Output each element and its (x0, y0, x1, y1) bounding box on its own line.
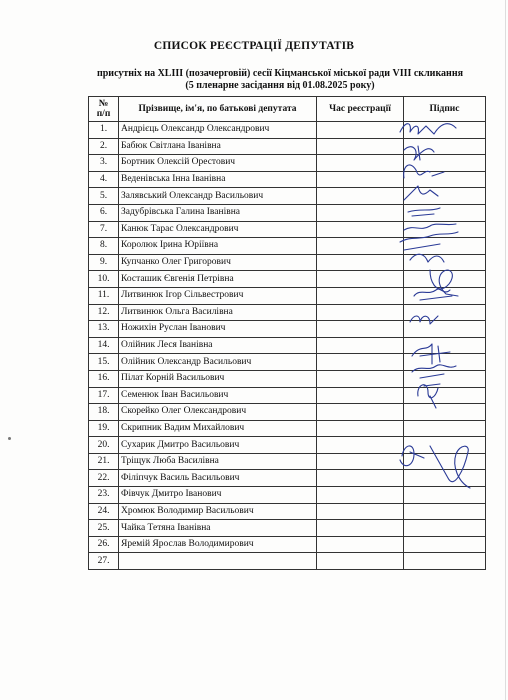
row-signature (404, 204, 486, 221)
row-number: 22. (89, 470, 119, 487)
row-registration-time (317, 503, 404, 520)
row-registration-time (317, 470, 404, 487)
row-deputy-name: Литвинюк Ольга Василівна (119, 304, 317, 321)
table-row (89, 487, 486, 504)
table-row (89, 287, 486, 304)
row-registration-time (317, 171, 404, 188)
row-registration-time (317, 370, 404, 387)
row-deputy-name: Семенюк Іван Васильович (119, 387, 317, 404)
row-signature (404, 387, 486, 404)
row-deputy-name: Андрієць Олександр Олександрович (119, 122, 317, 139)
row-deputy-name: Олійник Олександр Васильович (119, 354, 317, 371)
row-registration-time (317, 238, 404, 255)
row-signature (404, 520, 486, 537)
table-row (89, 221, 486, 238)
row-deputy-name: Хромюк Володимир Васильович (119, 503, 317, 520)
row-registration-time (317, 520, 404, 537)
row-signature (404, 536, 486, 553)
row-deputy-name: Литвинюк Ігор Сільвестрович (119, 287, 317, 304)
table-row (89, 155, 486, 172)
row-registration-time (317, 404, 404, 421)
row-deputy-name: Залявський Олександр Васильович (119, 188, 317, 205)
row-signature (404, 155, 486, 172)
row-registration-time (317, 188, 404, 205)
table-row (89, 370, 486, 387)
row-registration-time (317, 553, 404, 570)
row-number: 14. (89, 337, 119, 354)
row-number: 21. (89, 453, 119, 470)
row-deputy-name: Купчанко Олег Григорович (119, 254, 317, 271)
row-deputy-name: Веденівська Інна Іванівна (119, 171, 317, 188)
row-number: 13. (89, 321, 119, 338)
row-number: 11. (89, 287, 119, 304)
row-registration-time (317, 304, 404, 321)
row-number: 6. (89, 204, 119, 221)
row-registration-time (317, 337, 404, 354)
table-row (89, 470, 486, 487)
row-registration-time (317, 221, 404, 238)
row-signature (404, 354, 486, 371)
row-deputy-name (119, 553, 317, 570)
table-row (89, 171, 486, 188)
row-number: 1. (89, 122, 119, 139)
row-number: 24. (89, 503, 119, 520)
row-deputy-name: Пілат Корній Васильович (119, 370, 317, 387)
table-row (89, 321, 486, 338)
table-row (89, 553, 486, 570)
subtitle-line-1: присутніх на XLIII (позачерговій) сесії Кіцманської міської ради VIII скликання (96, 68, 463, 79)
row-signature (404, 188, 486, 205)
table-row (89, 503, 486, 520)
row-number: 25. (89, 520, 119, 537)
row-number: 19. (89, 420, 119, 437)
row-signature (404, 553, 486, 570)
table-row (89, 254, 486, 271)
row-number: 2. (89, 138, 119, 155)
row-deputy-name: Скрипник Вадим Михайлович (119, 420, 317, 437)
row-number: 17. (89, 387, 119, 404)
row-number: 15. (89, 354, 119, 371)
row-registration-time (317, 420, 404, 437)
row-signature (404, 321, 486, 338)
row-registration-time (317, 321, 404, 338)
row-number: 7. (89, 221, 119, 238)
row-registration-time (317, 453, 404, 470)
row-number: 18. (89, 404, 119, 421)
table-row (89, 404, 486, 421)
header-signature: Підпис (404, 97, 486, 122)
row-signature (404, 122, 486, 139)
row-deputy-name: Бабюк Світлана Іванівна (119, 138, 317, 155)
table-header-row (89, 97, 486, 122)
row-number: 8. (89, 238, 119, 255)
row-number: 3. (89, 155, 119, 172)
row-signature (404, 254, 486, 271)
row-number: 20. (89, 437, 119, 454)
row-number: 23. (89, 487, 119, 504)
table-row (89, 337, 486, 354)
row-registration-time (317, 354, 404, 371)
row-deputy-name: Задубрівська Галина Іванівна (119, 204, 317, 221)
row-registration-time (317, 536, 404, 553)
row-signature (404, 370, 486, 387)
row-signature (404, 337, 486, 354)
registration-table (88, 96, 486, 570)
row-deputy-name: Олійник Леся Іванівна (119, 337, 317, 354)
row-signature (404, 487, 486, 504)
row-number: 10. (89, 271, 119, 288)
row-registration-time (317, 287, 404, 304)
row-signature (404, 470, 486, 487)
row-registration-time (317, 487, 404, 504)
table-row (89, 238, 486, 255)
row-deputy-name: Королюк Ірина Юріївна (119, 238, 317, 255)
row-deputy-name: Чайка Тетяна Іванівна (119, 520, 317, 537)
row-deputy-name: Філіпчук Василь Васильович (119, 470, 317, 487)
table-row (89, 536, 486, 553)
row-deputy-name: Скорейко Олег Олександрович (119, 404, 317, 421)
table-row (89, 271, 486, 288)
row-signature (404, 503, 486, 520)
table-row (89, 520, 486, 537)
row-signature (404, 437, 486, 454)
row-deputy-name: Тріщук Люба Василівна (119, 453, 317, 470)
row-registration-time (317, 387, 404, 404)
header-number: № п/п (89, 97, 119, 122)
document-subtitle (60, 68, 500, 92)
table-row (89, 437, 486, 454)
table-row (89, 354, 486, 371)
row-registration-time (317, 437, 404, 454)
row-signature (404, 138, 486, 155)
row-signature (404, 287, 486, 304)
row-deputy-name: Ножихін Руслан Іванович (119, 321, 317, 338)
header-time: Час реєстрації (317, 97, 404, 122)
table-row (89, 387, 486, 404)
row-registration-time (317, 271, 404, 288)
header-name: Прізвище, ім'я, по батькові депутата (119, 97, 317, 122)
row-deputy-name: Яремій Ярослав Володимирович (119, 536, 317, 553)
document-title: СПИСОК РЕЄСТРАЦІЇ ДЕПУТАТІВ (153, 40, 355, 52)
row-signature (404, 404, 486, 421)
row-deputy-name: Сухарик Дмитро Васильович (119, 437, 317, 454)
table-row (89, 138, 486, 155)
row-number: 27. (89, 553, 119, 570)
table-row (89, 122, 486, 139)
table-row (89, 420, 486, 437)
row-registration-time (317, 155, 404, 172)
row-signature (404, 304, 486, 321)
row-number: 9. (89, 254, 119, 271)
scan-edge (505, 0, 506, 700)
table-row (89, 188, 486, 205)
row-signature (404, 238, 486, 255)
row-signature (404, 221, 486, 238)
table-row (89, 453, 486, 470)
row-registration-time (317, 138, 404, 155)
row-signature (404, 420, 486, 437)
row-number: 5. (89, 188, 119, 205)
row-number: 26. (89, 536, 119, 553)
row-signature (404, 453, 486, 470)
row-registration-time (317, 204, 404, 221)
row-number: 12. (89, 304, 119, 321)
row-registration-time (317, 122, 404, 139)
subtitle-line-2: (5 пленарне засідання від 01.08.2025 року) (185, 80, 375, 91)
table-row (89, 204, 486, 221)
row-signature (404, 171, 486, 188)
row-signature (404, 271, 486, 288)
table-row (89, 304, 486, 321)
row-deputy-name: Фівчук Дмитро Іванович (119, 487, 317, 504)
row-deputy-name: Бортник Олексій Орестович (119, 155, 317, 172)
row-registration-time (317, 254, 404, 271)
row-number: 16. (89, 370, 119, 387)
row-deputy-name: Канюк Тарас Олександрович (119, 221, 317, 238)
row-number: 4. (89, 171, 119, 188)
row-deputy-name: Косташик Євгенія Петрівна (119, 271, 317, 288)
scan-dot (8, 437, 11, 440)
